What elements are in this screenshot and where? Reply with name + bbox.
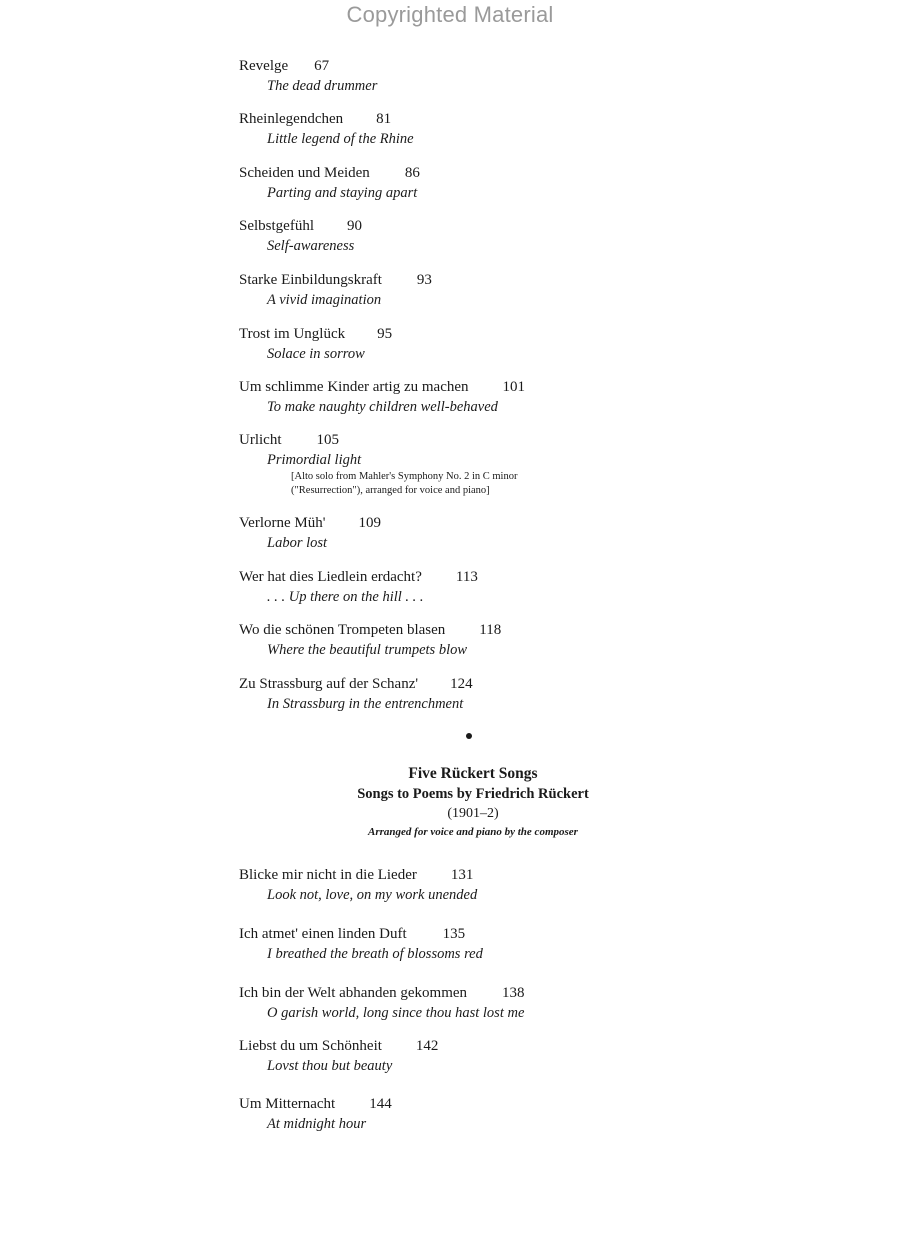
song-translation: Primordial light [267, 452, 362, 468]
toc-entry [239, 217, 799, 256]
copyright-watermark: Copyrighted Material [346, 2, 554, 27]
song-translation: In Strassburg in the entrenchment [267, 696, 464, 712]
page-number: 135 [442, 926, 466, 942]
song-note-line: ("Resurrection"), arranged for voice and piano] [291, 485, 490, 496]
toc-entry [239, 514, 799, 553]
song-translation: O garish world, long since thou hast lost me [267, 1005, 525, 1021]
song-note-line: [Alto solo from Mahler's Symphony No. 2 in C minor [291, 471, 518, 482]
song-title: Um Mitternacht [239, 1096, 336, 1112]
song-translation: Lovst thou but beauty [267, 1058, 393, 1074]
toc-entry [239, 110, 799, 149]
song-translation: At midnight hour [267, 1116, 367, 1132]
page-number: 90 [347, 218, 362, 234]
song-title: Ich atmet' einen linden Duft [239, 926, 407, 942]
section-note: Arranged for voice and piano by the composer [368, 826, 578, 838]
song-title: Selbstgefühl [239, 218, 314, 234]
page-number: 142 [415, 1038, 439, 1054]
toc-entry [239, 568, 799, 607]
song-translation: Solace in sorrow [267, 346, 365, 362]
song-title: Wo die schönen Trompeten blasen [239, 622, 446, 638]
section-separator-bullet [466, 733, 472, 739]
section-dates: (1901–2) [447, 806, 499, 821]
toc-entry [239, 271, 799, 310]
song-translation: . . . Up there on the hill . . . [267, 589, 424, 605]
section-subtitle: Songs to Poems by Friedrich Rückert [357, 786, 589, 802]
toc-entry [239, 164, 799, 203]
song-title: Revelge [239, 58, 289, 74]
page-number: 101 [502, 379, 526, 395]
page-number: 138 [502, 985, 525, 1001]
toc-entry [239, 57, 799, 96]
song-translation: I breathed the breath of blossoms red [267, 946, 483, 962]
song-title: Scheiden und Meiden [239, 165, 370, 181]
song-title: Wer hat dies Liedlein erdacht? [239, 569, 422, 585]
section-heading [0, 764, 900, 842]
song-translation: To make naughty children well-behaved [267, 399, 498, 415]
song-translation: The dead drummer [267, 78, 378, 94]
song-title: Verlorne Müh' [239, 515, 326, 531]
song-translation: A vivid imagination [267, 292, 382, 308]
page-number: 95 [377, 326, 393, 342]
toc-entry [239, 431, 799, 498]
page-number: 144 [369, 1096, 392, 1112]
page-number: 124 [450, 676, 473, 692]
page-number: 118 [479, 622, 502, 638]
page-number: 86 [404, 165, 420, 181]
page-number: 67 [314, 58, 330, 74]
page-number: 113 [455, 569, 478, 585]
toc-entry [239, 1037, 799, 1076]
toc-entry [239, 925, 799, 964]
song-title: Rheinlegendchen [239, 111, 344, 127]
section-title: Five Rückert Songs [408, 765, 538, 782]
song-translation: Look not, love, on my work unended [267, 887, 478, 903]
song-title: Um schlimme Kinder artig zu machen [239, 379, 469, 395]
toc-entry [239, 984, 799, 1023]
toc-entry [239, 325, 799, 364]
page-number: 109 [358, 515, 381, 531]
toc-entry [239, 866, 799, 905]
toc-entry [239, 621, 799, 660]
toc-entry [239, 1095, 799, 1134]
song-translation: Self-awareness [267, 238, 355, 254]
song-translation: Parting and staying apart [267, 185, 418, 201]
page-number: 131 [450, 867, 474, 883]
song-translation: Labor lost [267, 535, 328, 551]
song-title: Liebst du um Schönheit [239, 1038, 382, 1054]
toc-entry [239, 675, 799, 714]
song-title: Zu Strassburg auf der Schanz' [239, 676, 419, 692]
song-translation: Little legend of the Rhine [267, 131, 414, 147]
song-title: Starke Einbildungskraft [239, 272, 382, 288]
song-title: Urlicht [239, 432, 282, 448]
page-number: 93 [416, 272, 432, 288]
song-title: Ich bin der Welt abhanden gekommen [239, 985, 468, 1001]
song-title: Trost im Unglück [239, 326, 346, 342]
song-title: Blicke mir nicht in die Lieder [239, 867, 417, 883]
page-number: 105 [316, 432, 339, 448]
song-translation: Where the beautiful trumpets blow [267, 642, 468, 658]
page-number: 81 [376, 111, 392, 127]
toc-entry [239, 378, 799, 417]
